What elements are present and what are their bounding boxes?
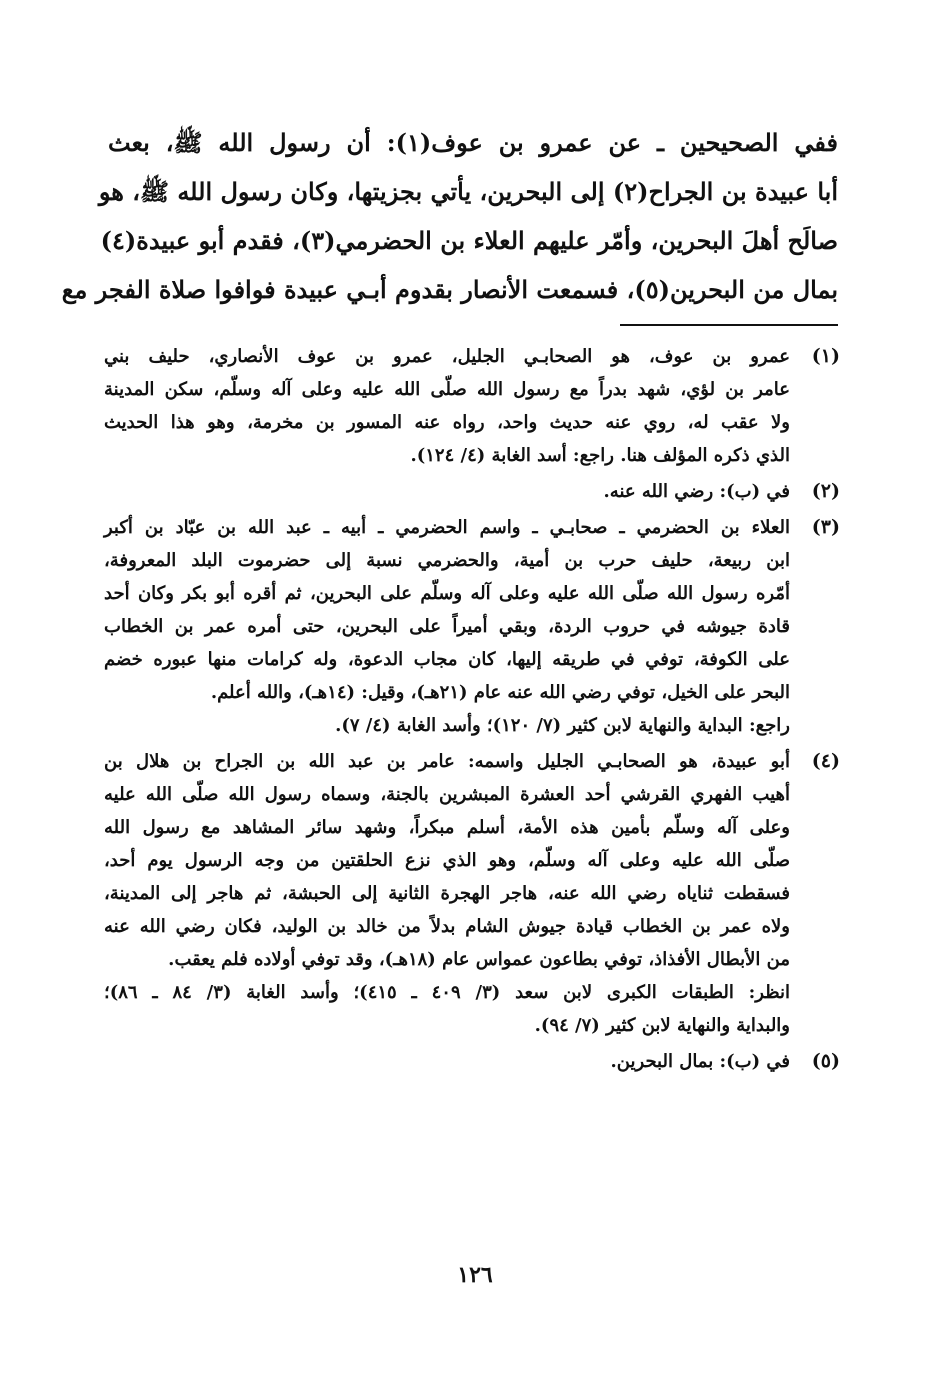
main-text	[61, 118, 838, 314]
page-number: ١٢٦	[457, 1262, 493, 1288]
footnote-line: في (ب): بمال البحرين.	[610, 1051, 790, 1072]
main-text-line: بمال من البحرين(٥)، فسمعت الأنصار بقدوم أبـي عبيدة فوافوا صلاة الفجر مع	[61, 275, 838, 304]
footnote-line: قادة جيوشه في حروب الردة، وبقي أميراً على البحرين، حتى أمره عمر بن الخطاب	[104, 616, 790, 637]
footnote-number: (٥)	[811, 1050, 840, 1072]
footnote-number: (٤)	[811, 750, 840, 772]
footnote-5	[104, 1045, 840, 1078]
footnote-2	[104, 475, 840, 508]
footnote-4	[104, 745, 840, 1042]
footnote-3	[104, 511, 840, 742]
footnote-line: أبو عبيدة، هو الصحابـي الجليل واسمه: عامر بن عبد الله بن الجراح بن هلال بن	[104, 751, 790, 772]
footnote-line: صلّى الله عليه وعلى آله وسلّم، وهو الذي نزع الحلقتين من وجه الرسول يوم أحد،	[104, 850, 790, 871]
footnote-line: فسقطت ثناياه رضي الله عنه، هاجر الهجرة الثانية إلى الحبشة، ثم هاجر إلى المدينة،	[104, 883, 790, 904]
footnote-line: ولاه عمر بن الخطاب قيادة جيوش الشام بدلاً من خالد بن الوليد، فكان رضي الله عنه	[104, 916, 790, 937]
footnote-line: وعلى آله وسلّم بأمين هذه الأمة، أسلم مبكراً، وشهد سائر المشاهد مع رسول الله	[104, 817, 790, 838]
footnote-number: (٢)	[811, 480, 840, 502]
footnote-line: من الأبطال الأفذاذ، توفي بطاعون عمواس عام (١٨هـ)، وقد توفي أولاده فلم يعقب.	[168, 949, 790, 970]
footnote-number: (٣)	[811, 516, 840, 538]
footnote-line: عمرو بن عوف، هو الصحابـي الجليل، عمرو بن عوف الأنصاري، حليف بني	[104, 346, 790, 367]
footnote-line: راجع: البداية والنهاية لابن كثير (٧/ ١٢٠)؛ وأسد الغابة (٤/ ٧).	[335, 715, 790, 736]
footnote-line: والبداية والنهاية لابن كثير (٧/ ٩٤).	[534, 1015, 790, 1036]
main-text-line: ففي الصحيحين ـ عن عمرو بن عوف(١): أن رسول الله ﷺ، بعث	[108, 128, 838, 157]
footnote-line: عامر بن لؤي، شهد بدراً مع رسول الله صلّى الله عليه وعلى آله وسلّم، سكن المدينة	[104, 379, 790, 400]
footnotes	[104, 340, 840, 1078]
footnote-line: الذي ذكره المؤلف هنا. راجع: أسد الغابة (٤/ ١٢٤).	[410, 445, 790, 466]
footnote-line: ابن ربيعة، حليف حرب بن أمية، والحضرمي نسبة إلى حضرموت البلد المعروفة،	[104, 550, 790, 571]
footnote-line: العلاء بن الحضرمي ـ صحابـي ـ واسم الحضرمي ـ أبيه ـ عبد الله بن عبّاد بن أكبر	[104, 517, 790, 538]
footnote-1	[104, 340, 840, 472]
footnote-line: على الكوفة، توفي في طريقه إليها، كان مجاب الدعوة، وله كرامات منها عبوره خضم	[104, 649, 790, 670]
footnote-line: أمّره رسول الله صلّى الله عليه وعلى آله وسلّم على البحرين، ثم أقره أبو بكر وكان أحد	[104, 583, 790, 604]
main-text-line: أبا عبيدة بن الجراح(٢) إلى البحرين، يأتي بجزيتها، وكان رسول الله ﷺ، هو	[98, 177, 838, 206]
main-text-line: صالَح أهلَ البحرين، وأمّر عليهم العلاء بن الحضرمي(٣)، فقدم أبو عبيدة(٤)	[100, 226, 838, 255]
footnote-number: (١)	[811, 345, 840, 367]
footnote-line: ولا عقب له، روي عنه حديث واحد، رواه عنه المسور بن مخرمة، وهو هذا الحديث	[104, 412, 790, 433]
footnote-line: انظر: الطبقات الكبرى لابن سعد (٣/ ٤٠٩ ـ ٤١٥)؛ وأسد الغابة (٣/ ٨٤ ـ ٨٦)؛	[104, 982, 791, 1003]
footnote-separator	[620, 324, 838, 326]
footnote-line: في (ب): رضي الله عنه.	[603, 481, 790, 502]
footnote-line: أهيب الفهري القرشي أحد العشرة المبشرين بالجنة، وسماه رسول الله صلّى الله عليه	[104, 784, 790, 805]
footnote-line: البحر على الخيل، توفي رضي الله عنه عام (٢١هـ)، وقيل: (١٤هـ)، والله أعلم.	[210, 682, 790, 703]
